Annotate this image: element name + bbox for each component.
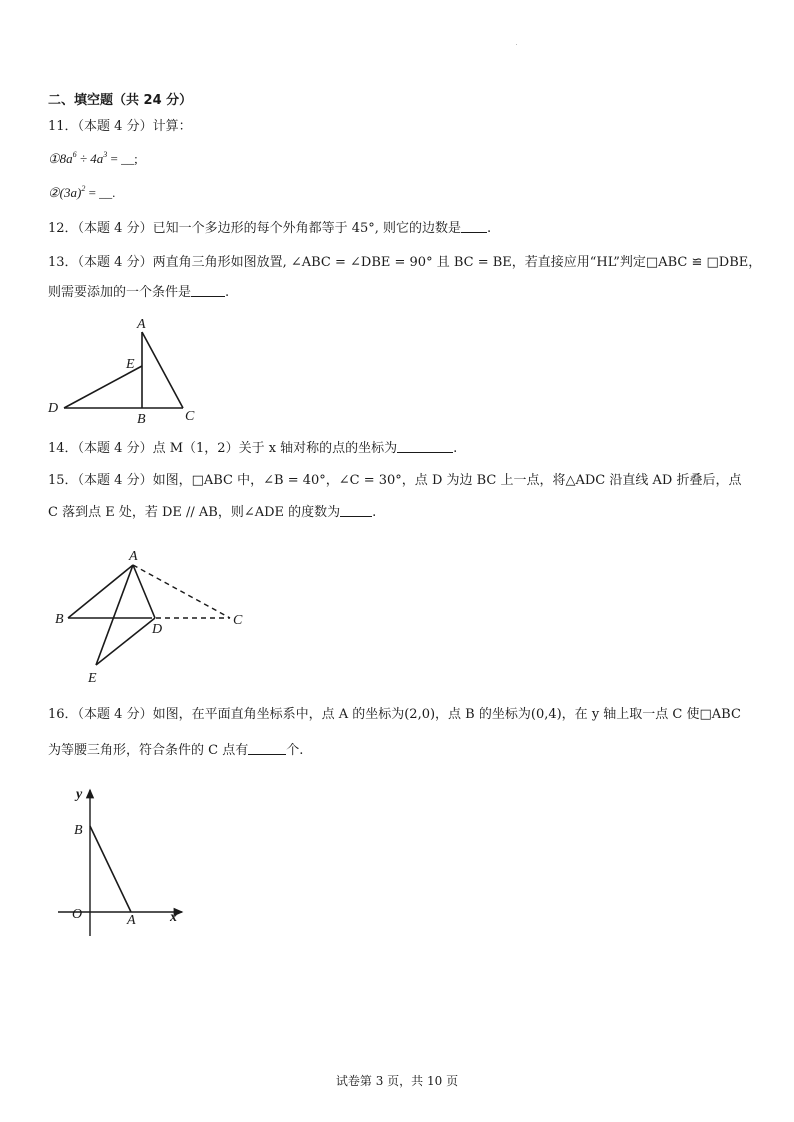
question-11-part-2: $②(3a)^2$ = __.: [48, 184, 116, 200]
section-title: 二、填空题（共 24 分）: [48, 93, 193, 108]
label-e: E: [88, 671, 97, 686]
label-c: C: [185, 409, 195, 424]
question-13-line-2: 则需要添加的一个条件是 .: [48, 285, 230, 300]
segment-ab: [90, 826, 131, 912]
question-12: 12．（本题 4 分）已知一个多边形的每个外角都等于 45°, 则它的边数是 .: [48, 221, 492, 236]
label-d: D: [48, 401, 59, 416]
label-d: D: [152, 622, 163, 637]
label-a: A: [137, 317, 146, 332]
question-11-part-1: $①8a^6 \div 4a^3$ = __;: [48, 150, 138, 166]
axis-label-x: x: [170, 910, 177, 925]
label-origin: O: [72, 907, 83, 922]
label-c: C: [233, 613, 243, 628]
label-e: E: [126, 357, 135, 372]
question-15-line-1: 15．（本题 4 分）如图，□ABC 中，∠B = 40°，∠C = 30°，点 D 为边 BC 上一点，将△ADC 沿直线 AD 折叠后，点: [48, 473, 742, 488]
label-b: B: [55, 612, 64, 627]
question-16-line-1: 16．（本题 4 分）如图，在平面直角坐标系中，点 A 的坐标为(2,0)，点 B 的坐标为(0,4)，在 y 轴上取一点 C 使□ABC: [48, 707, 741, 722]
label-a: A: [129, 549, 138, 564]
axis-label-y: y: [76, 787, 83, 802]
page-footer: 试卷第 3 页，共 10 页: [335, 1074, 459, 1088]
question-13-line-1: 13．（本题 4 分）两直角三角形如图放置, ∠ABC = ∠DBE = 90° 且 BC = BE，若直接应用“HL”判定□ABC ≌ □DBE，: [48, 255, 762, 270]
label-a: A: [127, 913, 136, 928]
question-15-line-2: C 落到点 E 处，若 DE // AB，则∠ADE 的度数为 .: [48, 505, 377, 520]
question-14: 14．（本题 4 分）点 M（1，2）关于 x 轴对称的点的坐标为 .: [48, 441, 458, 456]
label-b: B: [137, 412, 146, 427]
question-16-line-2: 为等腰三角形，符合条件的 C 点有 个.: [48, 743, 304, 758]
label-b: B: [74, 823, 83, 838]
question-11-head: 11．（本题 4 分）计算：: [48, 119, 192, 134]
